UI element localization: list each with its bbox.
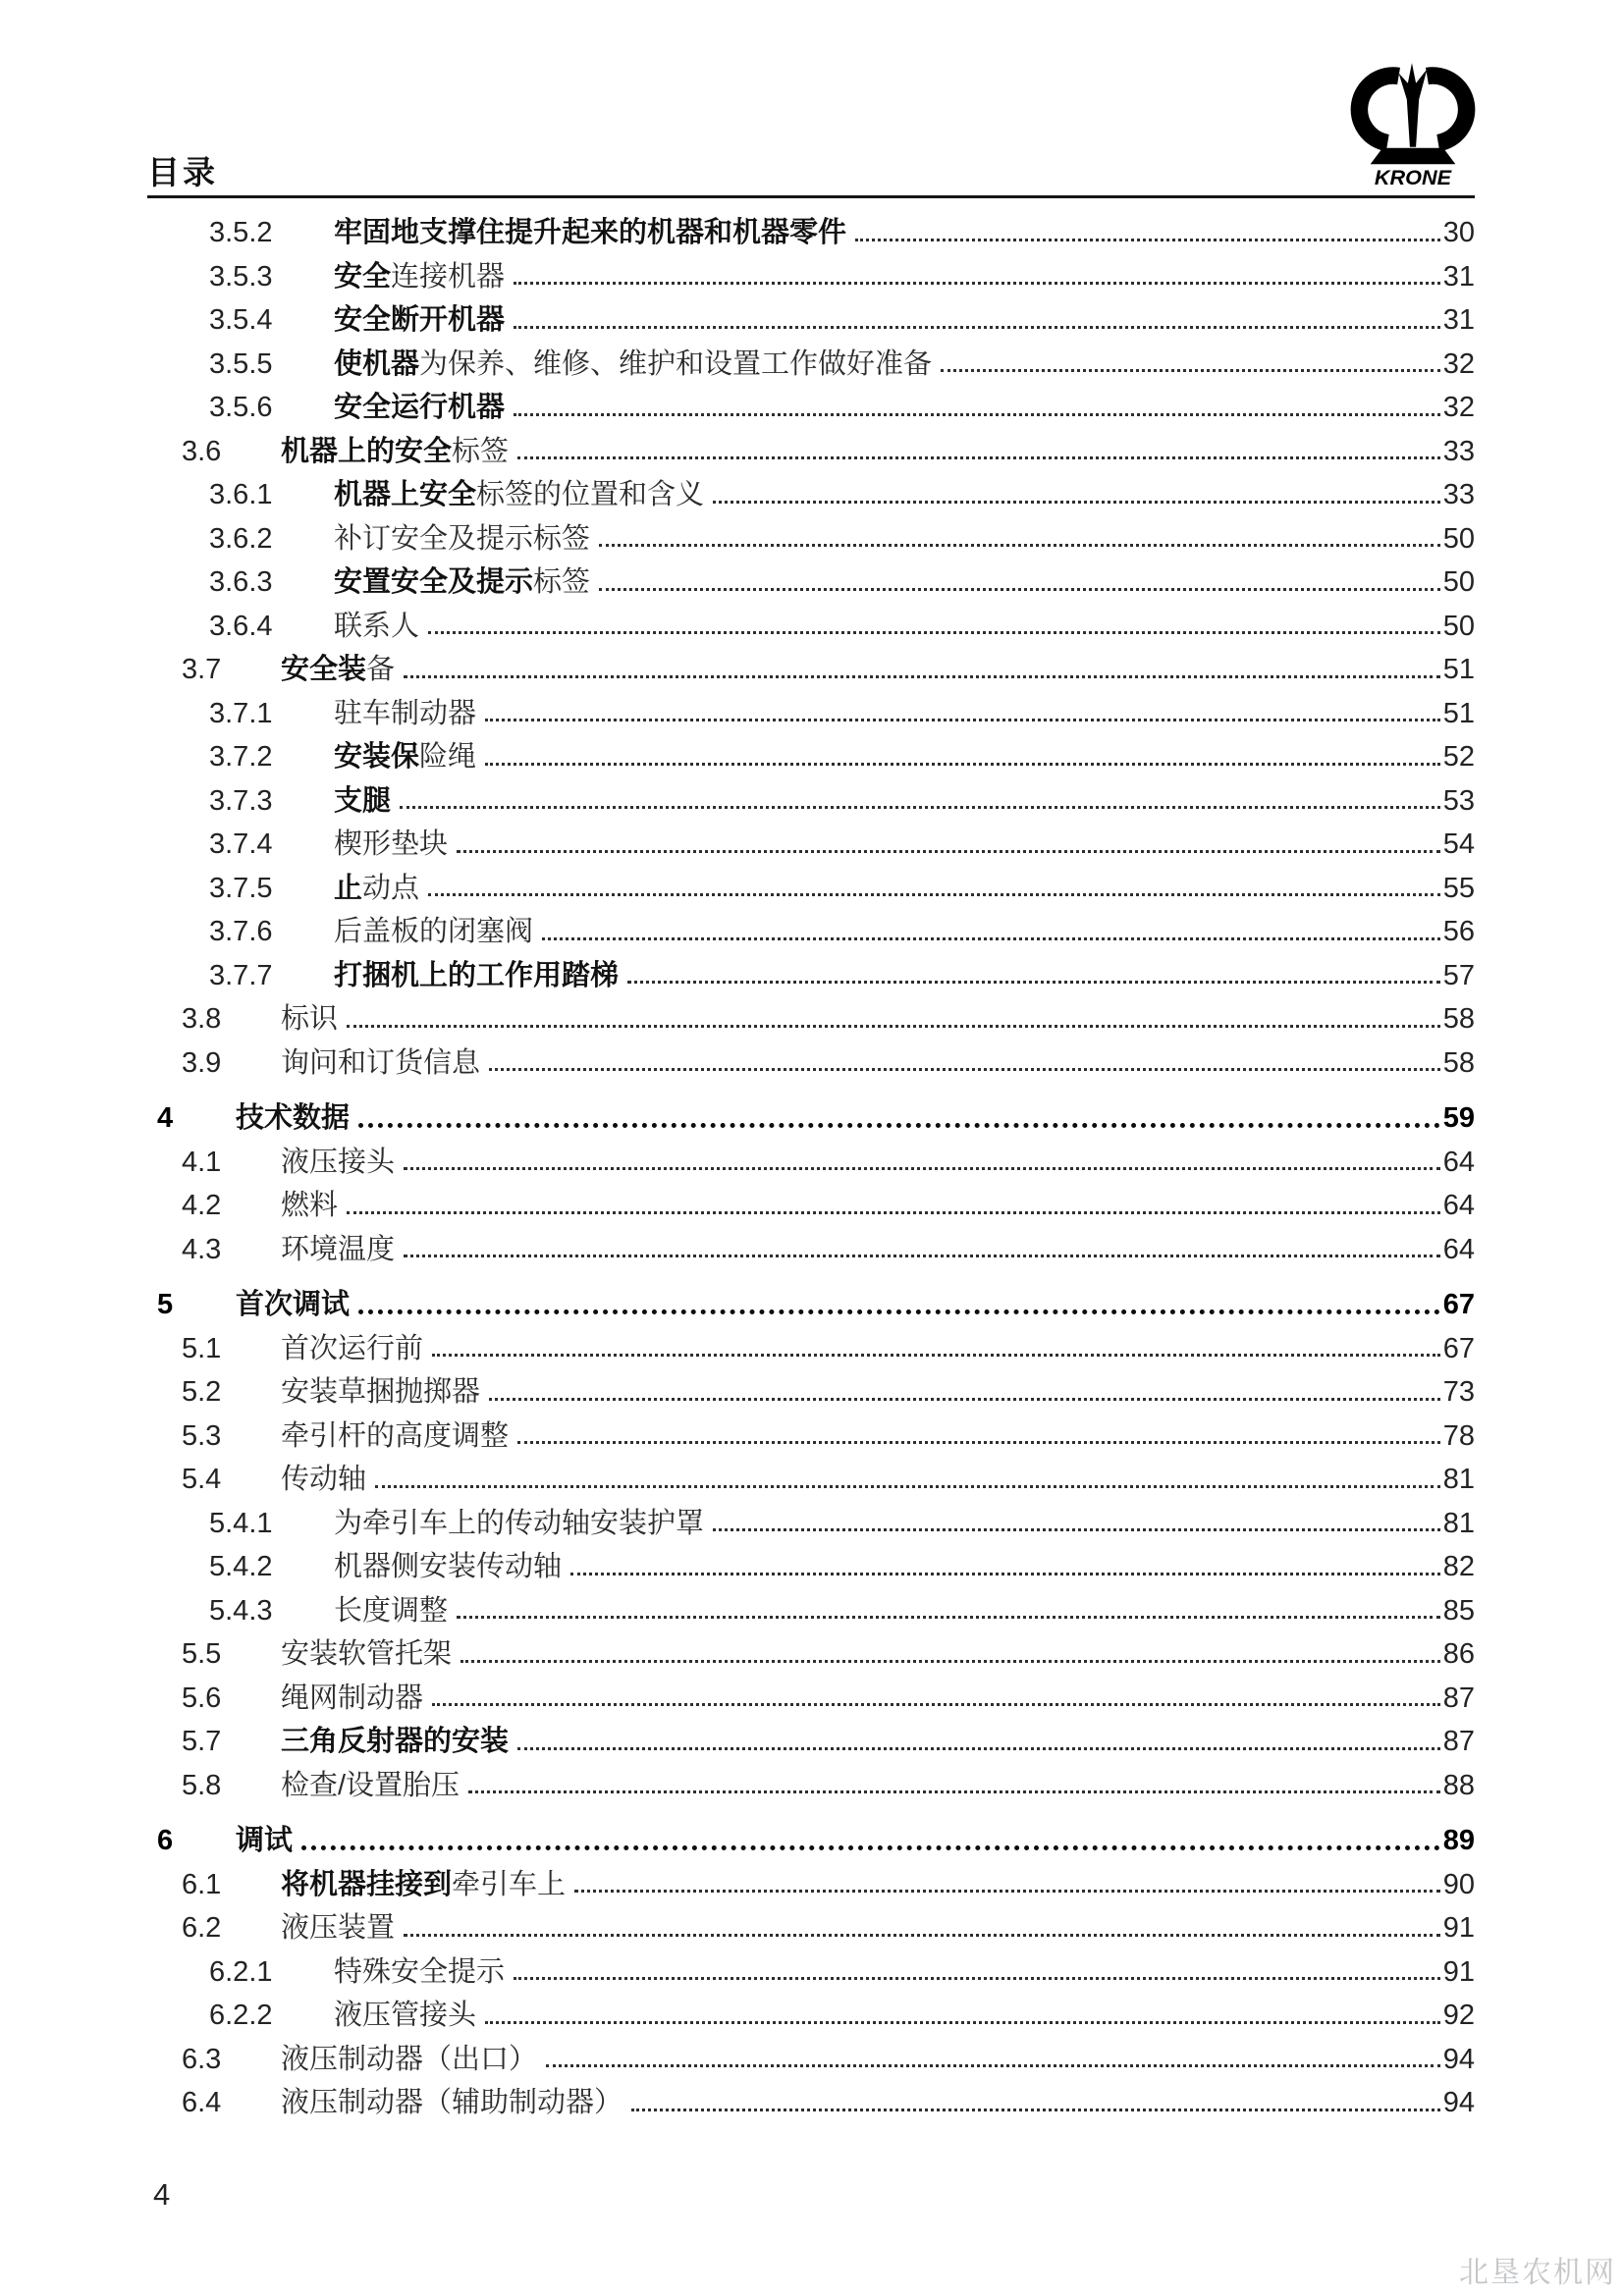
toc-entry-number: 4 xyxy=(157,1102,174,1135)
toc-entry-page: 73 xyxy=(1442,1376,1475,1409)
toc-entry[interactable] xyxy=(157,1626,1475,1670)
toc-entry[interactable] xyxy=(157,554,1475,598)
toc-entry-number: 3.7.3 xyxy=(209,784,273,817)
toc-entry-page: 78 xyxy=(1442,1419,1475,1452)
toc-entry-title-bold: 安全断开机器 xyxy=(334,304,506,337)
toc-entry-number: 5 xyxy=(157,1289,174,1321)
toc-entry-number: 5.5 xyxy=(182,1638,222,1671)
toc-entry-title-bold: 三角反射器的安装 xyxy=(281,1726,510,1758)
toc-entry[interactable] xyxy=(157,903,1475,947)
toc-entry-number: 6.2 xyxy=(182,1912,222,1945)
toc-entry-title-regular: 液压装置 xyxy=(281,1912,396,1945)
dot-leader xyxy=(599,588,1440,591)
toc-entry-title-regular: 楔形垫块 xyxy=(334,828,449,861)
toc-entry-title-regular: 连接机器 xyxy=(391,260,506,293)
toc-entry-number: 3.7.2 xyxy=(209,741,273,774)
dot-leader xyxy=(404,675,1440,678)
toc-entry-title-bold: 打捆机上的工作用踏梯 xyxy=(334,959,620,991)
toc-entry-title xyxy=(334,1552,562,1581)
toc-entry-number: 3.6.2 xyxy=(209,522,273,555)
toc-entry-title-regular: 液压接头 xyxy=(281,1146,396,1178)
toc-entry-title xyxy=(334,393,505,422)
toc-entry[interactable] xyxy=(157,379,1475,423)
toc-entry-page: 50 xyxy=(1442,522,1475,555)
dot-leader xyxy=(713,1528,1440,1531)
toc-entry-title xyxy=(281,1913,395,1943)
toc-entry-page: 58 xyxy=(1442,1046,1475,1079)
dot-leader xyxy=(631,2109,1440,2111)
toc-entry-number: 3.7.1 xyxy=(209,697,273,729)
dot-leader xyxy=(460,1660,1440,1663)
toc-entry-page: 55 xyxy=(1442,872,1475,904)
dot-leader xyxy=(542,937,1440,940)
toc-entry-number: 6.2.1 xyxy=(209,1955,273,1988)
toc-entry-page: 87 xyxy=(1442,1726,1475,1758)
toc-entry-number: 5.1 xyxy=(182,1332,222,1364)
toc-entry-title-bold: 调试 xyxy=(236,1825,294,1857)
toc-entry[interactable] xyxy=(157,1495,1475,1539)
dot-leader xyxy=(514,413,1440,416)
toc-entry-number: 5.4.1 xyxy=(209,1507,273,1539)
toc-entry[interactable] xyxy=(157,423,1475,467)
toc-entry-title xyxy=(281,1377,480,1407)
toc-entry-page: 31 xyxy=(1442,304,1475,337)
dot-leader xyxy=(517,456,1440,459)
toc-entry-page: 58 xyxy=(1442,1003,1475,1036)
toc-entry-title xyxy=(281,2088,623,2117)
toc-entry-number: 3.9 xyxy=(182,1046,222,1079)
toc-entry-page: 33 xyxy=(1442,479,1475,511)
dot-leader xyxy=(428,893,1440,896)
toc-entry-title-regular: 液压制动器（辅助制动器） xyxy=(281,2087,623,2119)
toc-entry-title-regular: 标签 xyxy=(533,566,591,599)
toc-entry-page: 89 xyxy=(1442,1825,1475,1857)
toc-entry-page: 64 xyxy=(1442,1190,1475,1222)
dot-leader xyxy=(457,850,1440,853)
toc-entry-title xyxy=(334,961,619,990)
dot-leader xyxy=(358,1309,1440,1314)
toc-entry-title-bold: 支腿 xyxy=(334,784,392,817)
toc-entry-title xyxy=(334,218,846,247)
toc-entry[interactable] xyxy=(157,1944,1475,1988)
dot-leader xyxy=(485,763,1440,766)
toc-entry-title xyxy=(334,1509,704,1538)
toc-entry-number: 5.6 xyxy=(182,1682,222,1714)
dot-leader xyxy=(375,1485,1440,1488)
dot-leader xyxy=(428,631,1440,634)
toc-entry-title xyxy=(281,1727,509,1756)
toc-entry-number: 6.3 xyxy=(182,2043,222,2075)
toc-entry-number: 3.5.3 xyxy=(209,260,273,293)
toc-entry-title-bold: 机器上安全 xyxy=(334,479,477,511)
toc-entry-title-regular: 长度调整 xyxy=(334,1594,449,1627)
toc-entry-number: 3.5.2 xyxy=(209,217,273,249)
dot-leader xyxy=(517,1747,1440,1750)
dot-leader xyxy=(485,719,1440,721)
dot-leader xyxy=(432,1354,1440,1357)
toc-entry[interactable] xyxy=(157,292,1475,336)
toc-entry[interactable] xyxy=(157,947,1475,991)
toc-entry-title-bold: 将机器挂接到 xyxy=(281,1868,453,1900)
toc-entry-title xyxy=(281,1235,395,1264)
toc-entry-number: 6.2.2 xyxy=(209,2000,273,2032)
toc-entry-page: 86 xyxy=(1442,1638,1475,1671)
toc-entry-page: 81 xyxy=(1442,1464,1475,1496)
toc-entry[interactable] xyxy=(157,1812,1475,1856)
toc-entry[interactable] xyxy=(157,1090,1475,1134)
toc-entry-title-regular: 牵引车上 xyxy=(452,1868,567,1900)
toc-entry-number: 6 xyxy=(157,1825,174,1857)
toc-entry-title xyxy=(281,1421,509,1451)
toc-entry-page: 52 xyxy=(1442,741,1475,774)
toc-entry-title-bold: 安全装 xyxy=(281,654,367,686)
toc-entry[interactable] xyxy=(157,598,1475,642)
toc-entry-title-bold: 使机器 xyxy=(334,347,420,380)
toc-entry-page: 64 xyxy=(1442,1146,1475,1178)
dot-leader xyxy=(432,1703,1440,1706)
toc-entry-title xyxy=(334,1596,448,1626)
toc-entry-title-regular: 询问和订货信息 xyxy=(281,1046,481,1079)
toc-entry-title xyxy=(334,2001,476,2030)
toc-entry-page: 94 xyxy=(1442,2087,1475,2119)
toc-entry-title xyxy=(334,612,419,641)
toc-entry-title-regular: 燃料 xyxy=(281,1190,339,1222)
toc-entry[interactable] xyxy=(157,990,1475,1035)
toc-entry-title-bold: 安全 xyxy=(334,260,392,293)
toc-entry-page: 33 xyxy=(1442,435,1475,467)
toc-entry-title-regular: 环境温度 xyxy=(281,1233,396,1265)
toc-entry-number: 4.2 xyxy=(182,1190,222,1222)
toc-entry-title xyxy=(334,874,419,903)
toc-entry-page: 59 xyxy=(1442,1102,1475,1135)
toc-entry-title-regular: 液压管接头 xyxy=(334,2000,477,2032)
toc-entry[interactable] xyxy=(157,1713,1475,1757)
toc-entry-title xyxy=(334,1957,505,1987)
toc-entry-title xyxy=(281,1334,423,1363)
dot-leader xyxy=(570,1573,1440,1575)
toc-entry[interactable] xyxy=(157,1757,1475,1801)
logo-wordmark: KRONE xyxy=(1374,164,1452,188)
dot-leader xyxy=(400,806,1440,809)
toc-entry-number: 3.5.5 xyxy=(209,347,273,380)
watermark: 北垦农机网 xyxy=(1459,2257,1616,2289)
toc-entry-number: 3.6 xyxy=(182,435,222,467)
toc-entry-number: 4.3 xyxy=(182,1233,222,1265)
toc-entry-title xyxy=(281,1004,338,1034)
dot-leader xyxy=(347,1211,1440,1214)
toc-entry-title xyxy=(281,1683,423,1713)
toc-entry-page: 82 xyxy=(1442,1551,1475,1583)
toc-entry-title-regular: 特殊安全提示 xyxy=(334,1955,506,1988)
toc-entry-number: 3.8 xyxy=(182,1003,222,1036)
toc-entry-number: 5.4 xyxy=(182,1464,222,1496)
toc-entry-title xyxy=(334,262,505,292)
toc-entry-title-regular: 标识 xyxy=(281,1003,339,1036)
toc-entry-title-regular: 联系人 xyxy=(334,610,420,642)
dot-leader xyxy=(404,1255,1440,1257)
toc-entry-page: 64 xyxy=(1442,1233,1475,1265)
krone-logo xyxy=(1350,59,1476,188)
toc-entry-title xyxy=(281,437,509,466)
toc-entry[interactable] xyxy=(157,1035,1475,1079)
toc-entry-number: 5.4.3 xyxy=(209,1594,273,1627)
toc-entry-title-regular: 为牵引车上的传动轴安装护罩 xyxy=(334,1507,705,1539)
dot-leader xyxy=(404,1167,1440,1170)
toc-entry-title-regular: 绳网制动器 xyxy=(281,1682,424,1714)
toc-entry-title-regular: 液压制动器（出口） xyxy=(281,2043,538,2075)
toc-entry[interactable] xyxy=(157,1856,1475,1900)
toc-entry[interactable] xyxy=(157,1582,1475,1627)
toc-entry-number: 3.7 xyxy=(182,654,222,686)
dot-leader xyxy=(404,1934,1440,1937)
toc-entry-title xyxy=(281,1771,460,1800)
dot-leader xyxy=(489,1398,1440,1401)
toc-entry-title xyxy=(236,1103,350,1133)
toc-entry-page: 56 xyxy=(1442,916,1475,948)
toc-entry-page: 87 xyxy=(1442,1682,1475,1714)
dot-leader xyxy=(489,1068,1440,1071)
dot-leader xyxy=(347,1025,1440,1028)
toc-entry-page: 32 xyxy=(1442,347,1475,380)
toc-entry-title-bold: 技术数据 xyxy=(236,1102,351,1135)
toc-entry-title xyxy=(281,1639,452,1669)
toc-entry-title xyxy=(334,524,590,554)
toc-entry-number: 5.4.2 xyxy=(209,1551,273,1583)
toc-entry[interactable] xyxy=(157,1134,1475,1178)
toc-entry-page: 92 xyxy=(1442,2000,1475,2032)
toc-entry-title-regular: 补订安全及提示标签 xyxy=(334,522,591,555)
toc-entry[interactable] xyxy=(157,773,1475,817)
toc-entry-title xyxy=(334,349,932,379)
toc-entry-page: 67 xyxy=(1442,1332,1475,1364)
toc-entry[interactable] xyxy=(157,1221,1475,1265)
toc-entry[interactable] xyxy=(157,466,1475,510)
toc-entry-number: 3.5.6 xyxy=(209,392,273,424)
toc-entry-title xyxy=(236,1826,293,1855)
toc-entry-title-regular: 驻车制动器 xyxy=(334,697,477,729)
toc-entry-title xyxy=(334,829,448,859)
toc-entry-title xyxy=(334,742,476,772)
toc-entry-page: 81 xyxy=(1442,1507,1475,1539)
toc-entry-number: 5.8 xyxy=(182,1769,222,1801)
page-title: 目录 xyxy=(147,154,218,190)
toc-entry-title xyxy=(281,1465,366,1494)
toc-entry[interactable] xyxy=(157,1408,1475,1452)
toc-entry-number: 3.7.7 xyxy=(209,959,273,991)
dot-leader xyxy=(574,1890,1440,1893)
dot-leader xyxy=(358,1123,1440,1128)
toc-entry-page: 88 xyxy=(1442,1769,1475,1801)
toc-entry-title-regular: 为保养、维修、维护和设置工作做好准备 xyxy=(419,347,933,380)
toc-entry-title xyxy=(334,786,391,816)
toc-entry-page: 85 xyxy=(1442,1594,1475,1627)
dot-leader xyxy=(457,1616,1440,1619)
dot-leader xyxy=(514,282,1440,285)
dot-leader xyxy=(855,239,1440,241)
toc-entry-title-bold: 机器上的安全 xyxy=(281,435,453,467)
dot-leader xyxy=(599,544,1440,547)
toc-entry-number: 3.6.1 xyxy=(209,479,273,511)
toc-entry-title xyxy=(281,1191,338,1220)
toc-entry-title-bold: 止 xyxy=(334,872,363,904)
dot-leader xyxy=(301,1845,1440,1850)
toc-entry-page: 54 xyxy=(1442,828,1475,861)
toc-entry[interactable] xyxy=(157,1670,1475,1714)
toc-entry-number: 3.6.4 xyxy=(209,610,273,642)
toc-entry[interactable] xyxy=(157,1363,1475,1408)
toc-entry-page: 67 xyxy=(1442,1289,1475,1321)
toc-entry[interactable] xyxy=(157,2074,1475,2118)
toc-entry-page: 50 xyxy=(1442,610,1475,642)
toc-entry-title xyxy=(334,305,505,335)
toc-entry[interactable] xyxy=(157,1987,1475,2031)
dot-leader xyxy=(941,369,1440,372)
toc-entry-page: 51 xyxy=(1442,654,1475,686)
toc-entry-title-regular: 检查/设置胎压 xyxy=(281,1769,460,1801)
toc-entry-title xyxy=(281,1870,566,1899)
toc-entry-number: 4.1 xyxy=(182,1146,222,1178)
toc-entry-title-regular: 动点 xyxy=(362,872,420,904)
toc-entry-title xyxy=(281,2045,537,2074)
toc-entry-title-bold: 牢固地支撑住提升起来的机器和机器零件 xyxy=(334,217,847,249)
toc-entry[interactable] xyxy=(157,2031,1475,2075)
toc-entry-title xyxy=(281,1148,395,1177)
toc-entry[interactable] xyxy=(157,248,1475,293)
toc-entry-title xyxy=(236,1290,350,1319)
toc-entry[interactable] xyxy=(157,336,1475,380)
dot-leader xyxy=(468,1790,1440,1793)
dot-leader xyxy=(627,981,1440,984)
dot-leader xyxy=(485,2021,1440,2024)
footer-page-number: 4 xyxy=(153,2177,171,2212)
toc-entry-number: 6.4 xyxy=(182,2087,222,2119)
toc-entry[interactable] xyxy=(157,1538,1475,1582)
toc-entry[interactable] xyxy=(157,510,1475,555)
toc-entry-title-bold: 首次调试 xyxy=(236,1289,351,1321)
toc-entry-page: 31 xyxy=(1442,260,1475,293)
toc-entry-number: 5.7 xyxy=(182,1726,222,1758)
toc-entry-title xyxy=(334,917,533,946)
toc-entry-page: 51 xyxy=(1442,697,1475,729)
header-divider xyxy=(147,195,1475,198)
toc-entry[interactable] xyxy=(157,860,1475,904)
dot-leader xyxy=(546,2064,1440,2067)
dot-leader xyxy=(514,1977,1440,1980)
toc-entry-number: 3.6.3 xyxy=(209,566,273,599)
toc-entry-title-bold: 安置安全及提示 xyxy=(334,566,534,599)
toc-entry-page: 30 xyxy=(1442,217,1475,249)
toc-entry-number: 3.5.4 xyxy=(209,304,273,337)
toc-entry[interactable] xyxy=(157,1451,1475,1495)
toc-entry-title-bold: 安全运行机器 xyxy=(334,392,506,424)
toc-entry-number: 3.7.5 xyxy=(209,872,273,904)
dot-leader xyxy=(713,501,1440,504)
toc-entry-number: 3.7.4 xyxy=(209,828,273,861)
toc-entry-title xyxy=(281,1048,480,1078)
toc-entry-number: 6.1 xyxy=(182,1868,222,1900)
toc-entry-title xyxy=(281,655,395,684)
toc-entry-number: 5.2 xyxy=(182,1376,222,1409)
toc-entry-page: 91 xyxy=(1442,1955,1475,1988)
toc-entry-title-regular: 机器侧安装传动轴 xyxy=(334,1551,563,1583)
dot-leader xyxy=(514,326,1440,329)
toc-entry-page: 91 xyxy=(1442,1912,1475,1945)
crown-icon xyxy=(1350,59,1476,188)
toc-entry-page: 94 xyxy=(1442,2043,1475,2075)
toc-list xyxy=(157,204,1475,2118)
toc-entry-page: 53 xyxy=(1442,784,1475,817)
toc-entry-title-regular: 传动轴 xyxy=(281,1464,367,1496)
toc-entry-title-regular: 标签的位置和含义 xyxy=(476,479,705,511)
toc-entry-number: 3.7.6 xyxy=(209,916,273,948)
toc-entry[interactable] xyxy=(157,816,1475,860)
toc-entry-title-regular: 安装草捆抛掷器 xyxy=(281,1376,481,1409)
toc-entry[interactable] xyxy=(157,685,1475,729)
toc-entry-title-regular: 首次运行前 xyxy=(281,1332,424,1364)
toc-entry-page: 90 xyxy=(1442,1868,1475,1900)
toc-entry-title-regular: 标签 xyxy=(452,435,510,467)
toc-entry[interactable] xyxy=(157,204,1475,248)
toc-entry-title-regular: 险绳 xyxy=(419,741,477,774)
toc-entry[interactable] xyxy=(157,728,1475,773)
toc-entry-number: 5.3 xyxy=(182,1419,222,1452)
toc-entry-title-bold: 安装保 xyxy=(334,741,420,774)
dot-leader xyxy=(517,1441,1440,1444)
toc-entry[interactable] xyxy=(157,641,1475,685)
toc-entry-title-regular: 备 xyxy=(366,654,396,686)
toc-entry[interactable] xyxy=(157,1320,1475,1364)
toc-entry[interactable] xyxy=(157,1899,1475,1944)
toc-entry-title-regular: 牵引杆的高度调整 xyxy=(281,1419,510,1452)
toc-entry-title-regular: 安装软管托架 xyxy=(281,1638,453,1671)
toc-entry-title xyxy=(334,699,476,728)
toc-entry-title xyxy=(334,480,704,509)
toc-entry-page: 50 xyxy=(1442,566,1475,599)
toc-entry-title-regular: 后盖板的闭塞阀 xyxy=(334,916,534,948)
toc-entry-page: 32 xyxy=(1442,392,1475,424)
toc-entry[interactable] xyxy=(157,1177,1475,1221)
toc-entry[interactable] xyxy=(157,1276,1475,1320)
toc-entry-title xyxy=(334,567,590,597)
toc-entry-page: 57 xyxy=(1442,959,1475,991)
